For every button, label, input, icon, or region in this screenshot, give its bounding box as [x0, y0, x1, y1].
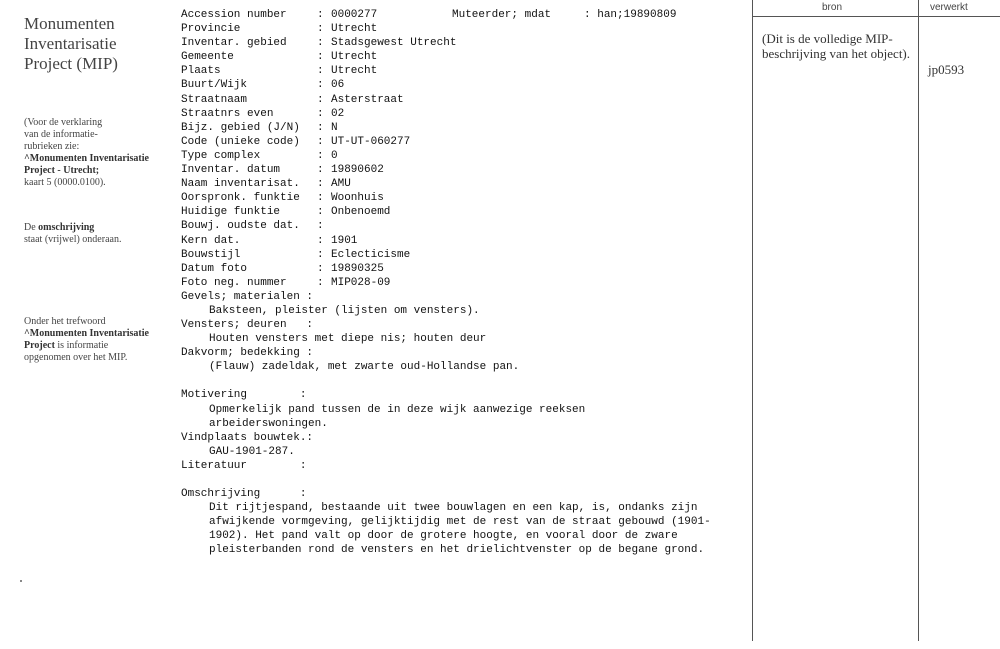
- field-value: 19890602: [331, 164, 384, 177]
- field-key: Buurt/Wijk: [181, 79, 248, 92]
- field-separator: :: [317, 79, 324, 92]
- field-value: 0: [331, 149, 338, 162]
- note-text: De: [24, 222, 39, 233]
- omschrijving-label: Omschrijving :: [181, 488, 307, 500]
- field-row: [181, 276, 746, 290]
- field-key: Huidige funktie: [181, 206, 281, 219]
- field-separator: :: [317, 234, 324, 247]
- field-row: [181, 149, 746, 163]
- field-row: [181, 219, 746, 233]
- title-line: Project (MIP): [24, 54, 118, 73]
- note-bold: ^Monumenten Inventarisatie: [24, 153, 149, 164]
- field-row: [181, 78, 746, 92]
- field-value: AMU: [331, 178, 351, 191]
- field-row: [181, 64, 746, 78]
- column-divider: [918, 0, 919, 641]
- note-line: rubrieken zie:: [24, 141, 80, 152]
- spacer: [181, 374, 746, 388]
- muteerder-line: Muteerder; mdat : han;19890809: [452, 9, 677, 21]
- field-separator: :: [317, 149, 324, 162]
- dakvorm-value: (Flauw) zadeldak, met zwarte oud-Hollandse pan.: [209, 361, 520, 374]
- note-bold: ^Monumenten Inventarisatie: [24, 328, 149, 339]
- gevels-label: Gevels; materialen :: [181, 290, 314, 303]
- field-separator: :: [317, 276, 324, 289]
- field-key: Accession number: [181, 9, 287, 21]
- column-divider: [752, 0, 753, 641]
- field-key: Type complex: [181, 149, 261, 162]
- field-key: Gemeente: [181, 51, 234, 64]
- field-separator: :: [317, 107, 324, 120]
- field-key: Straatnaam: [181, 93, 248, 106]
- literatuur-label: Literatuur :: [181, 459, 307, 472]
- motivering-value: Opmerkelijk pand tussen de in deze wijk aanwezige reeksen arbeiderswoningen.: [209, 403, 586, 430]
- field-row: [181, 107, 746, 121]
- verwerkt-header: verwerkt: [930, 2, 968, 13]
- note-line: staat (vrijwel) onderaan.: [24, 234, 122, 245]
- field-key: Foto neg. nummer: [181, 276, 287, 289]
- field-value: 02: [331, 107, 345, 120]
- field-value: Eclecticisme: [331, 248, 411, 261]
- field-separator: :: [317, 51, 324, 64]
- field-separator: :: [317, 262, 324, 275]
- field-row: [181, 177, 746, 191]
- field-value: 1901: [331, 234, 358, 247]
- field-separator: :: [317, 248, 324, 261]
- field-row: [181, 135, 746, 149]
- verwerkt-text: jp0593: [928, 62, 965, 77]
- field-separator: :: [317, 23, 324, 36]
- field-key: Naam inventarisat.: [181, 178, 300, 191]
- note-line: van de informatie-: [24, 129, 98, 140]
- note-line: kaart 5 (0000.0100).: [24, 177, 106, 188]
- note-line: opgenomen over het MIP.: [24, 352, 128, 363]
- vindplaats-label: Vindplaats bouwtek.:: [181, 431, 314, 444]
- field-key: Straatnrs even: [181, 107, 274, 120]
- vensters-label: Vensters; deuren :: [181, 319, 314, 332]
- field-row: [181, 121, 746, 135]
- field-row: [181, 205, 746, 219]
- field-row: [181, 93, 746, 107]
- field-value: Utrecht: [331, 23, 378, 36]
- field-key: Provincie: [181, 23, 241, 36]
- omschrijving-value: Dit rijtjespand, bestaande uit twee bouwlagen en een kap, is, ondanks zijn afwijkende vormgeving, gelijktijdig met de rest van de straat gebouwd (1901-1902). Het pand valt op door de grotere hoogte, en vooral door de zware pleisterbanden rond de vensters en het drielichtvenster op de begane grond.: [209, 502, 711, 557]
- field-separator: :: [317, 121, 324, 134]
- field-row: [181, 234, 746, 248]
- field-separator: :: [317, 93, 324, 106]
- field-value: Stadsgewest Utrecht: [331, 37, 457, 50]
- note-line: Onder het trefwoord: [24, 316, 106, 327]
- field-separator: :: [317, 65, 324, 78]
- header-rule: [752, 16, 1000, 17]
- spacer: [181, 473, 746, 487]
- field-row: [181, 50, 746, 64]
- field-key: Kern dat.: [181, 234, 241, 247]
- field-list: [181, 8, 746, 290]
- field-row: [181, 191, 746, 205]
- field-separator: :: [317, 9, 324, 21]
- field-key: Inventar. datum: [181, 164, 281, 177]
- dakvorm-label: Dakvorm; bedekking :: [181, 347, 314, 360]
- field-value: Utrecht: [331, 65, 378, 78]
- note-text: is informatie: [54, 340, 109, 351]
- field-row: [181, 262, 746, 276]
- sidebar: [24, 14, 174, 363]
- note-omschrijving: [24, 222, 174, 246]
- field-separator: :: [317, 206, 324, 219]
- note-verklaring: [24, 117, 174, 189]
- note-line: (Voor de verklaring: [24, 117, 103, 128]
- field-key: Bouwstijl: [181, 248, 241, 261]
- field-value: 06: [331, 79, 345, 92]
- field-key: Plaats: [181, 65, 221, 78]
- field-row: [181, 22, 746, 36]
- title-line: Monumenten: [24, 14, 115, 33]
- note-bold: Project - Utrecht;: [24, 165, 100, 176]
- field-separator: :: [317, 192, 324, 205]
- field-key: Code (unieke code): [181, 135, 300, 148]
- gevels-value: Baksteen, pleister (lijsten om vensters).: [209, 304, 480, 317]
- note-trefwoord: [24, 316, 174, 364]
- field-value: MIP028-09: [331, 276, 391, 289]
- mip-title: [24, 14, 174, 74]
- field-value: Woonhuis: [331, 192, 384, 205]
- field-row: [181, 36, 746, 50]
- field-key: Bouwj. oudste dat.: [181, 220, 300, 233]
- bron-header: bron: [822, 2, 843, 13]
- field-key: Bijz. gebied (J/N): [181, 121, 300, 134]
- note-bold: Project: [24, 340, 55, 351]
- field-separator: :: [317, 178, 324, 191]
- field-key: Datum foto: [181, 262, 248, 275]
- speck: [20, 580, 22, 582]
- field-separator: :: [317, 220, 324, 233]
- vindplaats-value: GAU-1901-287.: [209, 445, 295, 458]
- field-value: 0000277: [331, 9, 378, 21]
- field-value: Asterstraat: [331, 93, 404, 106]
- record: [181, 8, 746, 557]
- field-value: Onbenoemd: [331, 206, 391, 219]
- field-separator: :: [317, 135, 324, 148]
- field-value: Utrecht: [331, 51, 378, 64]
- note-bold: omschrijving: [38, 222, 95, 233]
- field-key: Oorspronk. funktie: [181, 192, 300, 205]
- bron-text: (Dit is de volledige MIP-beschrijving van het object).: [762, 31, 911, 61]
- field-value: UT-UT-060277: [331, 135, 411, 148]
- vensters-value: Houten vensters met diepe nis; houten deur: [209, 333, 487, 346]
- field-row: [181, 248, 746, 262]
- field-value: N: [331, 121, 338, 134]
- field-value: 19890325: [331, 262, 384, 275]
- title-line: Inventarisatie: [24, 34, 117, 53]
- motivering-label: Motivering :: [181, 389, 307, 402]
- field-row: [181, 163, 746, 177]
- field-separator: :: [317, 37, 324, 50]
- field-key: Inventar. gebied: [181, 37, 287, 50]
- field-separator: :: [317, 164, 324, 177]
